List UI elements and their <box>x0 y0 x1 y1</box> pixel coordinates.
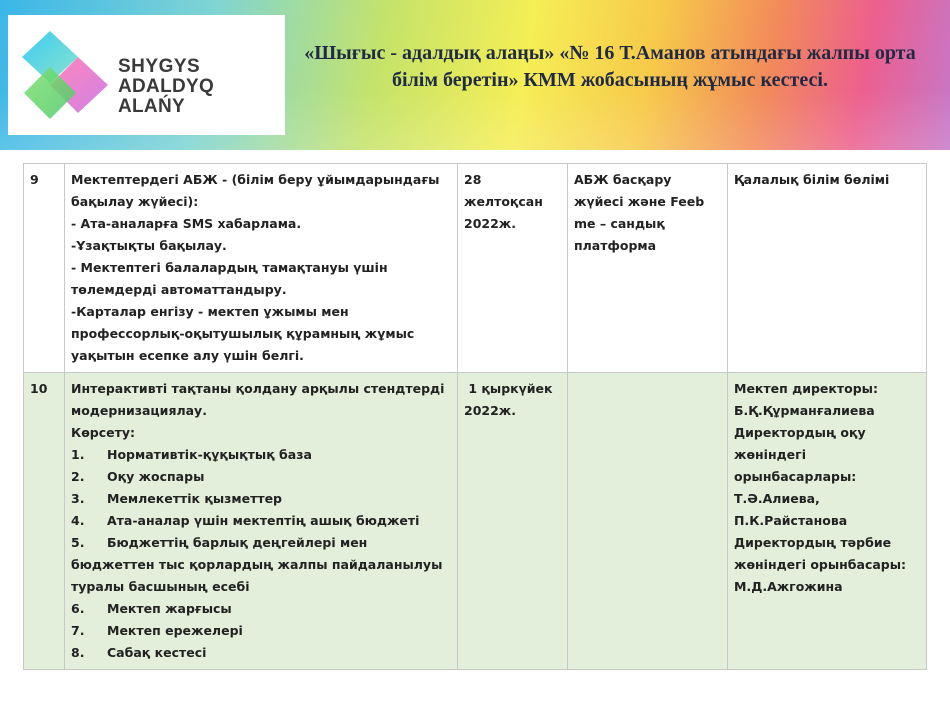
list-item-text: Бюджеттің барлық деңгейлері мен бюджеттен тыс қорлардың жалпы пайдаланылуы туралы басшының есебі <box>71 535 443 594</box>
activity-line: Көрсету: <box>71 425 136 440</box>
activity-line: Мектептердегі АБЖ - (білім беру ұйымдарындағы бақылау жүйесі): <box>71 172 440 209</box>
list-item-text: Сабақ кестесі <box>107 645 207 660</box>
list-item-number: 8. <box>71 645 85 660</box>
header-banner <box>0 0 950 150</box>
list-item-text: Мектеп жарғысы <box>107 601 232 616</box>
table-row <box>24 373 927 670</box>
list-item <box>71 642 451 664</box>
logo-diamond-icon <box>20 27 112 123</box>
list-item-number: 7. <box>71 623 85 638</box>
row-number: 10 <box>24 373 65 670</box>
responsible-line: Қалалық білім бөлімі <box>734 172 890 187</box>
page-title: «Шығыс - адалдық алаңы» «№ 16 Т.Аманов атындағы жалпы орта білім беретін» КММ жобасының жұмыс кестесі. <box>304 42 916 91</box>
activity-line: - Ата-аналарға SMS хабарлама. <box>71 216 302 231</box>
tool-cell <box>568 373 728 670</box>
logo-line-1: SHYGYS <box>118 56 201 77</box>
list-item-number: 4. <box>71 513 85 528</box>
activity-line: -Ұзақтықты бақылау. <box>71 238 227 253</box>
list-item-text: Оқу жоспары <box>107 469 205 484</box>
list-item <box>71 466 451 488</box>
responsible-cell <box>728 164 927 373</box>
list-item <box>71 620 451 642</box>
activity-line: Интерактивті тақтаны қолдану арқылы стендтерді модернизациялау. <box>71 381 445 418</box>
responsible-line: Мектеп директоры: Б.Қ.Құрманғалиева <box>734 381 878 418</box>
list-item-text: Нормативтік-құқықтық база <box>107 447 312 462</box>
list-item-number: 3. <box>71 491 85 506</box>
logo-text <box>118 57 285 117</box>
logo-line-2: ADALDYQ ALAŃY <box>118 76 215 117</box>
row-number: 9 <box>24 164 65 373</box>
activity-cell <box>65 373 458 670</box>
table-row <box>24 164 927 373</box>
list-item-text: Мектеп ережелері <box>107 623 243 638</box>
list-item-number: 6. <box>71 601 85 616</box>
list-item-number: 5. <box>71 535 85 550</box>
list-item-text: Мемлекеттік қызметтер <box>107 491 282 506</box>
date-cell: 1 қыркүйек 2022ж. <box>458 373 568 670</box>
responsible-line: Директордың тәрбие жөніндегі орынбасары: М.Д.Ажгожина <box>734 535 907 594</box>
activity-cell <box>65 164 458 373</box>
responsible-line: Директордың оқу жөніндегі орынбасарлары: Т.Ә.Алиева, П.К.Райстанова <box>734 425 866 528</box>
list-item <box>71 532 451 598</box>
list-item-text: Ата-аналар үшін мектептің ашық бюджеті <box>107 513 420 528</box>
list-item <box>71 510 451 532</box>
list-item <box>71 598 451 620</box>
work-schedule-table <box>23 163 927 670</box>
responsible-cell <box>728 373 927 670</box>
logo <box>8 15 285 135</box>
tool-cell: АБЖ басқару жүйесі және Feeb me – сандық платформа <box>568 164 728 373</box>
list-item-number: 2. <box>71 469 85 484</box>
activity-line: - Мектептегі балалардың тамақтануы үшін төлемдерді автоматтандыру. <box>71 260 388 297</box>
list-item <box>71 488 451 510</box>
list-item <box>71 444 451 466</box>
activity-line: -Карталар енгізу - мектеп ұжымы мен профессорлық-оқытушылық құрамның жұмыс уақытын есепке алу үшін белгі. <box>71 304 415 363</box>
date-cell: 28 желтоқсан 2022ж. <box>458 164 568 373</box>
list-item-number: 1. <box>71 447 85 462</box>
